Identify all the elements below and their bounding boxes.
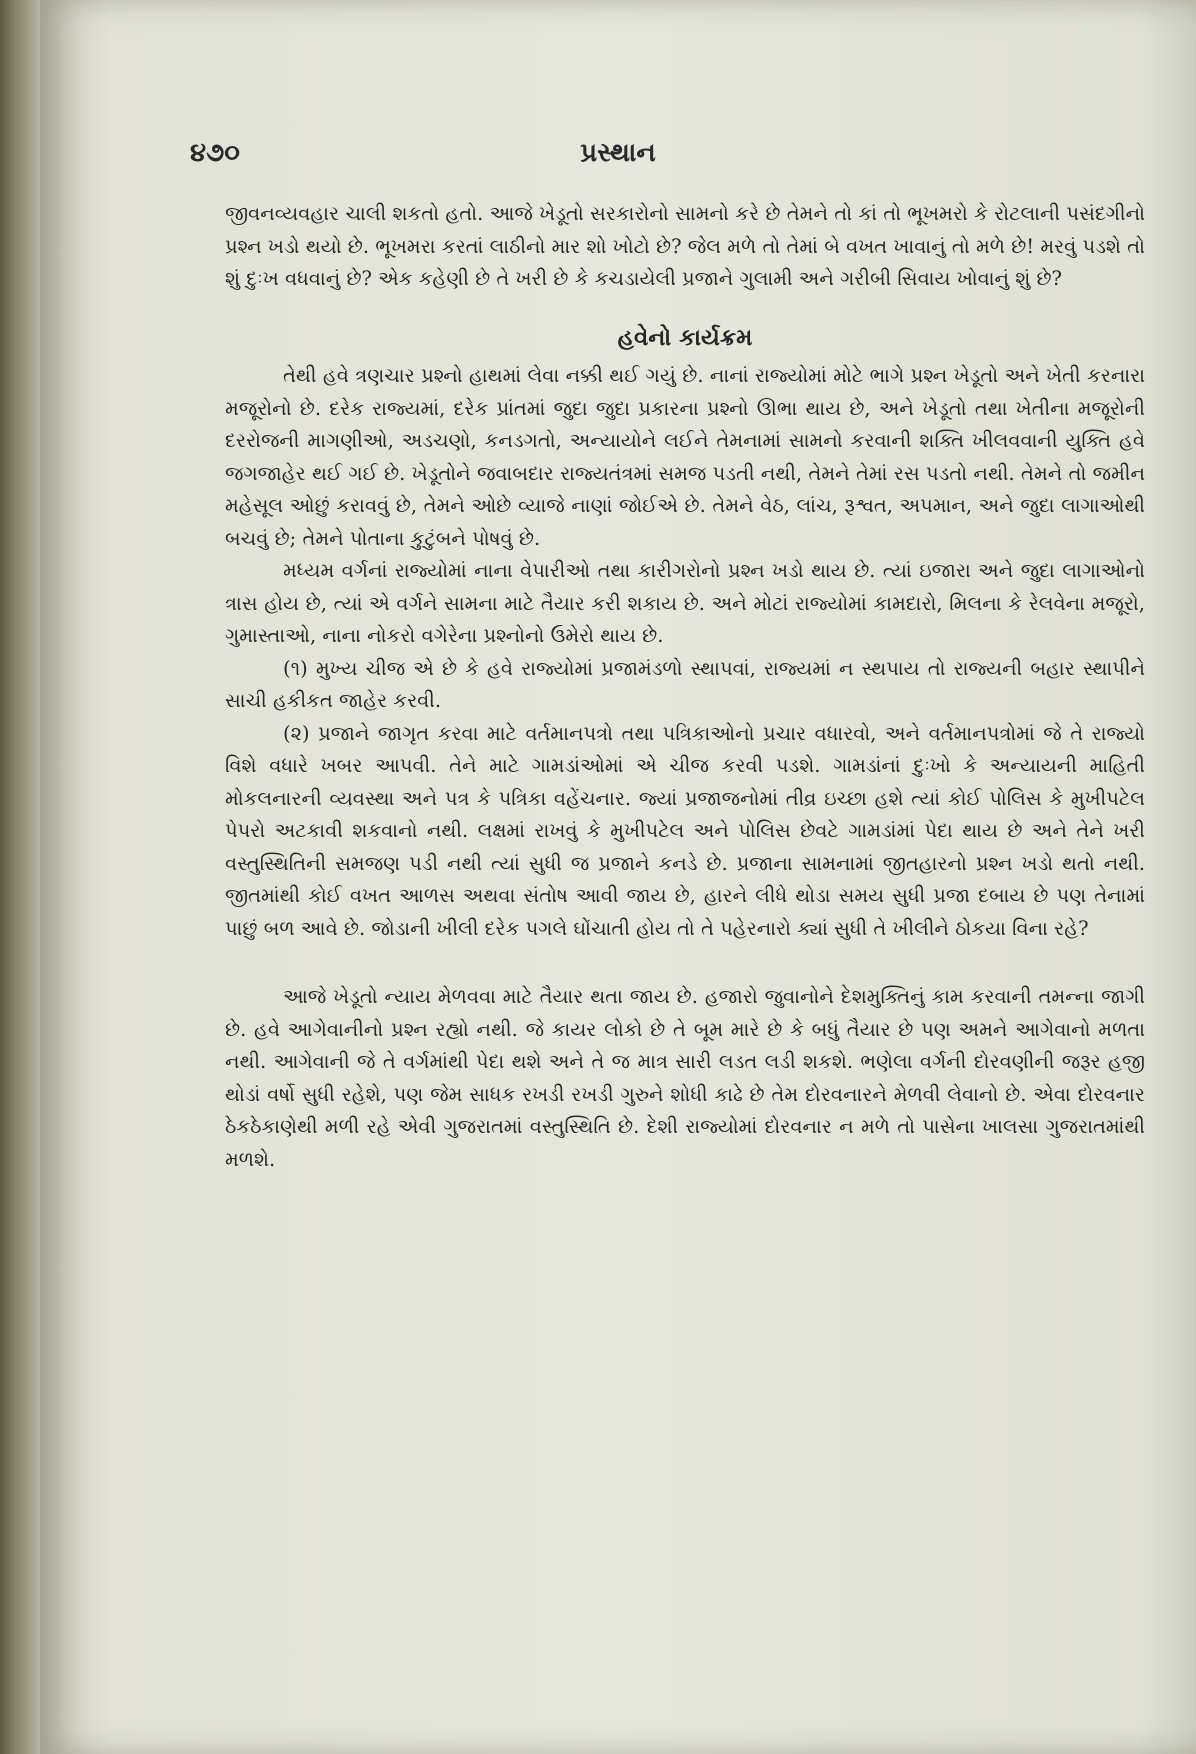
running-title: પ્રસ્થાન [580, 138, 656, 168]
section-heading: હવેનો કાર્યક્રમ [617, 323, 753, 351]
paragraph-middle-class: મધ્યમ વર્ગનાં રાજ્યોમાં નાના વેપારીઓ તથા કારીગરોનો પ્રશ્ન ખડો થાય છે. ત્યાં ઇજારા અને જુદા લાગાઓનો ત્રાસ હોય છે, ત્યાં એ વર્ગને સામના માટે તૈયાર કરી શકાય છે. અને મોટાં રાજ્યોમાં કામદારો, મિલના કે રેલવેના મજૂરો, ગુમાસ્તાઓ, નાના નોકરો વગેરેના પ્રશ્નોનો ઉમેરો થાય છે. [225, 559, 1145, 647]
paragraph-point-1: (૧) મુખ્ય ચીજ એ છે કે હવે રાજ્યોમાં પ્રજામંડળો સ્થાપવાં, રાજ્યમાં ન સ્થપાય તો રાજ્યની બહાર સ્થાપીને સાચી હકીકત જાહેર કરવી. [225, 656, 1145, 712]
paragraph-intro: જીવનવ્યવહાર ચાલી શકતો હતો. આજે ખેડૂતો સરકારોનો સામનો કરે છે તેમને તો કાં તો ભૂખમરો કે રોટલાની પસંદગીનો પ્રશ્ન ખડો થયો છે. ભૂખમરા કરતાં લાઠીનો માર શો ખોટો છે? જેલ મળે તો તેમાં બે વખત ખાવાનું તો મળે છે! મરવું પડશે તો શું દુઃખ વધવાનું છે? એક કહેણી છે તે ખરી છે કે કચડાયેલી પ્રજાને ગુલામી અને ગરીબી સિવાય ખોવાનું શું છે? [225, 202, 1145, 290]
page-body [225, 198, 1145, 1176]
paragraph-gap [225, 945, 1145, 981]
book-binding [0, 0, 40, 1754]
paragraph-program: તેથી હવે ત્રણચાર પ્રશ્નો હાથમાં લેવા નક્કી થઈ ગયું છે. નાનાં રાજ્યોમાં મોટે ભાગે પ્રશ્ન ખેડૂતો અને ખેતી કરનારા મજૂરોનો છે. દરેક રાજ્યમાં, દરેક પ્રાંતમાં જુદા જુદા પ્રકારના પ્રશ્નો ઊભા થાય છે, અને ખેડૂતો તથા ખેતીના મજૂરોની દરરોજની માગણીઓ, અડચણો, કનડગતો, અન્યાયોને લઈને તેમનામાં સામનો કરવાની શક્તિ ખીલવવાની યુક્તિ હવે જગજાહેર થઈ ગઈ છે. ખેડૂતોને જવાબદાર રાજ્યતંત્રમાં સમજ પડતી નથી, તેમને તેમાં રસ પડતો નથી. તેમને તો જમીન મહેસૂલ ઓછું કરાવવું છે, તેમને ઓછે વ્યાજે નાણાં જોઈએ છે. તેમને વેઠ, લાંચ, રૂશ્વત, અપમાન, અને જુદા લાગાઓથી બચવું છે; તેમને પોતાના કુટુંબને પોષવું છે. [225, 364, 1145, 550]
book-page [40, 0, 1196, 1754]
paragraph-point-2: (૨) પ્રજાને જાગૃત કરવા માટે વર્તમાનપત્રો તથા પત્રિકાઓનો પ્રચાર વધારવો, અને વર્તમાનપત્રોમાં જે તે રાજ્યો વિશે વધારે ખબર આપવી. તેને માટે ગામડાંઓમાં એ ચીજ કરવી પડશે. ગામડાંનાં દુઃખો કે અન્યાયની માહિતી મોકલનારની વ્યવસ્થા અને પત્ર કે પત્રિકા વહેંચનાર. જ્યાં પ્રજાજનોમાં તીવ્ર ઇચ્છા હશે ત્યાં કોઈ પોલિસ કે મુખીપટેલ પેપરો અટકાવી શકવાનો નથી. લક્ષમાં રાખવું કે મુખીપટેલ અને પોલિસ છેવટે ગામડાંમાં પેદા થાય છે અને તેને ખરી વસ્તુસ્થિતિની સમજણ પડી નથી ત્યાં સુધી જ પ્રજાને કનડે છે. પ્રજાના સામનામાં જીતહારનો પ્રશ્ન ખડો થતો નથી. જીતમાંથી કોઈ વખત આળસ અથવા સંતોષ આવી જાય છે, હારને લીધે થોડા સમય સુધી પ્રજા દબાય છે પણ તેનામાં પાછું બળ આવે છે. જોડાની ખીલી દરેક પગલે ઘોંચાતી હોય તો તે પહેરનારો ક્યાં સુધી તે ખીલીને ઠોકયા વિના રહે? [225, 721, 1145, 940]
page-header [40, 138, 1196, 178]
paragraph-leadership: આજે ખેડૂતો ન્યાય મેળવવા માટે તૈયાર થતા જાય છે. હજારો જુવાનોને દેશમુક્તિનું કામ કરવાની તમન્ના જાગી છે. હવે આગેવાનીનો પ્રશ્ન રહ્યો નથી. જે કાયર લોકો છે તે બૂમ મારે છે કે બધું તૈયાર છે પણ અમને આગેવાનો મળતા નથી. આગેવાની જે તે વર્ગમાંથી પેદા થશે અને તે જ માત્ર સારી લડત લડી શકશે. ભણેલા વર્ગની દોરવણીની જરૂર હજી થોડાં વર્ષો સુધી રહેશે, પણ જેમ સાધક રખડી રખડી ગુરુને શોધી કાઢે છે તેમ દોરવનારને મેળવી લેવાનો છે. એવા દોરવનાર ઠેકઠેકાણેથી મળી રહે એવી ગુજરાતમાં વસ્તુસ્થિતિ છે. દેશી રાજ્યોમાં દોરવનાર ન મળે તો પાસેના ખાલસા ગુજરાતમાંથી મળશે. [225, 985, 1145, 1171]
page-number: ૪૭૦ [190, 138, 240, 168]
